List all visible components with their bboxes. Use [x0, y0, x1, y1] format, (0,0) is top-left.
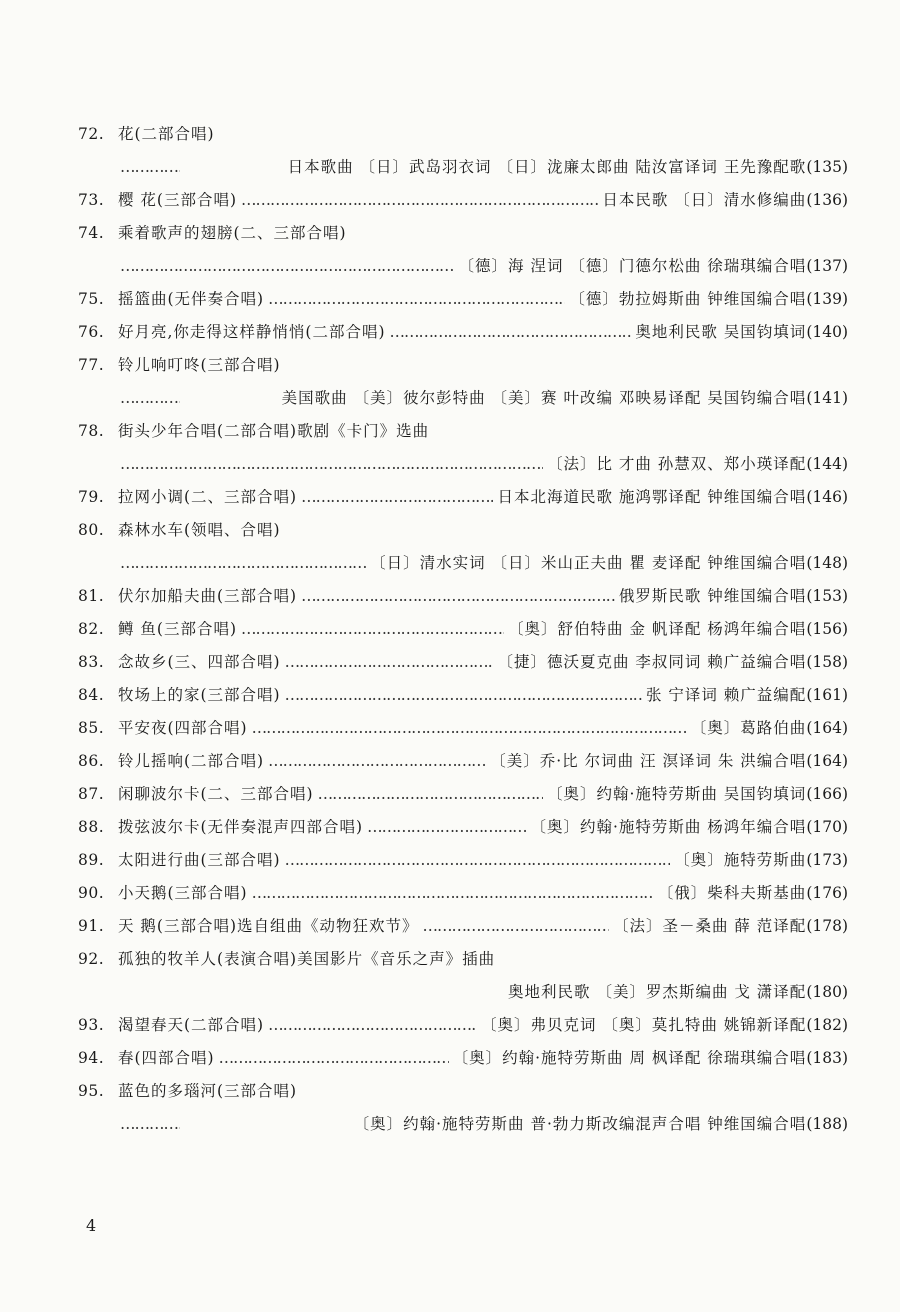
entry-credit: 日本歌曲 〔日〕武岛羽衣词 〔日〕泷廉太郎曲 陆汝富译词 王先豫配歌: [287, 158, 807, 176]
entry-title: 街头少年合唱(二部合唱)歌剧《卡门》选曲: [118, 422, 430, 440]
entry-title: 铃儿摇响(二部合唱): [118, 752, 265, 770]
entry-credit: 〔德〕海 涅词 〔德〕门德尔松曲 徐瑞琪编合唱: [458, 257, 807, 275]
dot-leader: [120, 250, 455, 283]
dot-leader: [120, 1108, 180, 1141]
entry-title: 孤独的牧羊人(表演合唱)美国影片《音乐之声》插曲: [118, 950, 496, 968]
toc-entry-title-line: [78, 844, 848, 877]
toc-entry-title-line: [78, 646, 848, 679]
entry-credit: 〔捷〕德沃夏克曲 李叔同词 赖广益编合唱: [497, 653, 807, 671]
page-number: 4: [86, 1216, 97, 1235]
toc-entry: [78, 679, 848, 712]
toc-entry: [78, 184, 848, 217]
toc-entry: [78, 646, 848, 679]
entry-page: (136): [806, 191, 848, 209]
dot-leader: [367, 811, 526, 844]
entry-page: (135): [806, 158, 848, 176]
toc-entry-credit-line: [78, 448, 848, 481]
entry-page: (144): [806, 455, 848, 473]
toc-entry: [78, 844, 848, 877]
entry-credit: 〔法〕圣－桑曲 薛 范译配: [612, 917, 807, 935]
entry-credit: 〔俄〕柴科夫斯基曲: [657, 884, 807, 902]
entry-credit: 奥地利民歌 吴国钧填词: [635, 323, 807, 341]
toc-entry-title-line: [78, 118, 848, 151]
entry-page: (148): [806, 554, 848, 572]
toc-entry: [78, 745, 848, 778]
toc-entry: [78, 943, 848, 1009]
toc-entry: [78, 217, 848, 283]
dot-leader: [120, 547, 366, 580]
entry-number: 75.: [78, 290, 105, 308]
toc-entry: [78, 118, 848, 184]
entry-credit: 〔奥〕约翰·施特劳斯曲 普·勃力斯改编混声合唱 钟维国编合唱: [353, 1115, 807, 1133]
toc-entry-title-line: [78, 1075, 848, 1108]
toc-entry-title-line: [78, 184, 848, 217]
entry-credit: 日本民歌 〔日〕清水修编曲: [602, 191, 807, 209]
dot-leader: [301, 580, 615, 613]
entry-credit: 〔奥〕约翰·施特劳斯曲 吴国钧填词: [546, 785, 807, 803]
toc-entry: [78, 481, 848, 514]
toc-entry-title-line: [78, 1009, 848, 1042]
entry-number: 87.: [78, 785, 105, 803]
toc-entry-credit-line: [78, 547, 848, 580]
entry-title: 铃儿响叮咚(三部合唱): [118, 356, 281, 374]
toc-entry-credit-line: [78, 151, 848, 184]
toc-entry-title-line: [78, 283, 848, 316]
toc-entry: [78, 580, 848, 613]
toc-entry: [78, 613, 848, 646]
dot-leader: [268, 745, 486, 778]
toc-entry: [78, 1075, 848, 1141]
dot-leader: [241, 184, 598, 217]
entry-number: 88.: [78, 818, 105, 836]
entry-title: 花(二部合唱): [118, 125, 215, 143]
dot-leader: [120, 151, 180, 184]
dot-leader: [285, 679, 642, 712]
entry-number: 92.: [78, 950, 105, 968]
entry-page: (161): [806, 686, 848, 704]
toc-entry: [78, 316, 848, 349]
entry-number: 81.: [78, 587, 105, 605]
entry-credit: 〔奥〕舒伯特曲 金 帆译配 杨鸿年编合唱: [508, 620, 807, 638]
entry-page: (182): [806, 1016, 848, 1034]
toc-entry-title-line: [78, 580, 848, 613]
entry-credit: 〔奥〕弗贝克词 〔奥〕莫扎特曲 姚锦新译配: [480, 1016, 807, 1034]
entry-number: 72.: [78, 125, 105, 143]
entry-page: (170): [806, 818, 848, 836]
toc-entry: [78, 283, 848, 316]
entry-title: 鳟 鱼(三部合唱): [118, 620, 238, 638]
entry-page: (183): [806, 1049, 848, 1067]
toc-entry-title-line: [78, 481, 848, 514]
toc-entry: [78, 811, 848, 844]
entry-title: 春(四部合唱): [118, 1049, 215, 1067]
entry-page: (178): [806, 917, 848, 935]
toc-entry-title-line: [78, 712, 848, 745]
dot-leader: [252, 877, 654, 910]
toc-entry-title-line: [78, 217, 848, 250]
entry-credit: 张 宁译词 赖广益编配: [645, 686, 807, 704]
entry-page: (173): [806, 851, 848, 869]
dot-leader: [268, 283, 565, 316]
entry-title: 摇篮曲(无伴奏合唱): [118, 290, 265, 308]
entry-title: 樱 花(三部合唱): [118, 191, 238, 209]
entry-credit: 〔奥〕约翰·施特劳斯曲 周 枫译配 徐瑞琪编合唱: [452, 1049, 807, 1067]
table-of-contents: [78, 118, 848, 1141]
entry-number: 80.: [78, 521, 105, 539]
dot-leader: [120, 448, 543, 481]
dot-leader: [390, 316, 632, 349]
entry-number: 82.: [78, 620, 105, 638]
entry-title: 拉网小调(二、三部合唱): [118, 488, 298, 506]
entry-number: 83.: [78, 653, 105, 671]
entry-title: 念故乡(三、四部合唱): [118, 653, 281, 671]
entry-page: (176): [806, 884, 848, 902]
entry-number: 94.: [78, 1049, 105, 1067]
entry-page: (164): [806, 752, 848, 770]
entry-credit: 〔奥〕葛路伯曲: [690, 719, 807, 737]
toc-entry: [78, 349, 848, 415]
toc-entry-credit-line: [78, 1108, 848, 1141]
toc-entry-title-line: [78, 910, 848, 943]
entry-title: 牧场上的家(三部合唱): [118, 686, 281, 704]
dot-leader: [285, 646, 494, 679]
toc-entry: [78, 778, 848, 811]
entry-title: 伏尔加船夫曲(三部合唱): [118, 587, 298, 605]
entry-number: 86.: [78, 752, 105, 770]
toc-entry-title-line: [78, 316, 848, 349]
entry-number: 84.: [78, 686, 105, 704]
toc-entry: [78, 514, 848, 580]
entry-number: 89.: [78, 851, 105, 869]
toc-entry-title-line: [78, 811, 848, 844]
toc-entry: [78, 1042, 848, 1075]
entry-number: 85.: [78, 719, 105, 737]
entry-title: 小天鹅(三部合唱): [118, 884, 248, 902]
entry-title: 天 鹅(三部合唱)选自组曲《动物狂欢节》: [118, 917, 419, 935]
toc-entry: [78, 910, 848, 943]
entry-page: (180): [806, 983, 848, 1001]
entry-number: 76.: [78, 323, 105, 341]
entry-number: 91.: [78, 917, 105, 935]
toc-entry-title-line: [78, 877, 848, 910]
dot-leader: [252, 712, 687, 745]
entry-title: 拨弦波尔卡(无伴奏混声四部合唱): [118, 818, 364, 836]
entry-number: 79.: [78, 488, 105, 506]
entry-credit: 奥地利民歌 〔美〕罗杰斯编曲 戈 潇译配: [508, 983, 807, 1001]
entry-credit: 美国歌曲 〔美〕彼尔彭特曲 〔美〕赛 叶改编 邓映易译配 吴国钧编合唱: [281, 389, 807, 407]
entry-page: (156): [806, 620, 848, 638]
toc-entry-title-line: [78, 514, 848, 547]
toc-entry-title-line: [78, 415, 848, 448]
entry-number: 90.: [78, 884, 105, 902]
entry-page: (137): [806, 257, 848, 275]
entry-credit: 〔奥〕约翰·施特劳斯曲 杨鸿年编合唱: [530, 818, 807, 836]
dot-leader: [120, 382, 180, 415]
entry-page: (141): [806, 389, 848, 407]
toc-entry-title-line: [78, 613, 848, 646]
dot-leader: [268, 1009, 477, 1042]
entry-page: (164): [806, 719, 848, 737]
toc-entry-credit-line: [78, 250, 848, 283]
dot-leader: [318, 778, 543, 811]
entry-credit: 〔法〕比 才曲 孙慧双、郑小瑛译配: [546, 455, 807, 473]
entry-title: 渴望春天(二部合唱): [118, 1016, 265, 1034]
entry-page: (139): [806, 290, 848, 308]
toc-entry-title-line: [78, 1042, 848, 1075]
entry-number: 95.: [78, 1082, 105, 1100]
dot-leader: [423, 910, 609, 943]
entry-page: (166): [806, 785, 848, 803]
toc-entry: [78, 415, 848, 481]
entry-title: 乘着歌声的翅膀(二、三部合唱): [118, 224, 347, 242]
entry-credit: 〔美〕乔·比 尔词曲 汪 溟译词 朱 洪编合唱: [490, 752, 807, 770]
entry-page: (188): [806, 1115, 848, 1133]
entry-credit: 〔日〕清水实词 〔日〕米山正夫曲 瞿 麦译配 钟维国编合唱: [370, 554, 807, 572]
entry-title: 森林水车(领唱、合唱): [118, 521, 281, 539]
entry-title: 平安夜(四部合唱): [118, 719, 248, 737]
toc-entry-title-line: [78, 679, 848, 712]
dot-leader: [219, 1042, 449, 1075]
entry-page: (158): [806, 653, 848, 671]
toc-entry-credit-line: [78, 976, 848, 1009]
entry-number: 93.: [78, 1016, 105, 1034]
toc-entry: [78, 712, 848, 745]
toc-entry: [78, 1009, 848, 1042]
entry-page: (146): [806, 488, 848, 506]
entry-page: (153): [806, 587, 848, 605]
entry-number: 73.: [78, 191, 105, 209]
toc-entry: [78, 877, 848, 910]
dot-leader: [241, 613, 504, 646]
toc-entry-title-line: [78, 943, 848, 976]
entry-number: 77.: [78, 356, 105, 374]
dot-leader: [301, 481, 493, 514]
entry-credit: 日本北海道民歌 施鸿鄂译配 钟维国编合唱: [497, 488, 807, 506]
entry-number: 78.: [78, 422, 105, 440]
entry-title: 蓝色的多瑙河(三部合唱): [118, 1082, 298, 1100]
entry-credit: 俄罗斯民歌 钟维国编合唱: [618, 587, 807, 605]
toc-entry-title-line: [78, 745, 848, 778]
entry-credit: 〔奥〕施特劳斯曲: [674, 851, 807, 869]
entry-credit: 〔德〕勃拉姆斯曲 钟维国编合唱: [569, 290, 807, 308]
toc-entry-title-line: [78, 778, 848, 811]
entry-number: 74.: [78, 224, 105, 242]
entry-title: 好月亮,你走得这样静悄悄(二部合唱): [118, 323, 386, 341]
entry-title: 闲聊波尔卡(二、三部合唱): [118, 785, 314, 803]
dot-leader: [285, 844, 671, 877]
toc-entry-credit-line: [78, 382, 848, 415]
entry-page: (140): [806, 323, 848, 341]
entry-title: 太阳进行曲(三部合唱): [118, 851, 281, 869]
toc-entry-title-line: [78, 349, 848, 382]
